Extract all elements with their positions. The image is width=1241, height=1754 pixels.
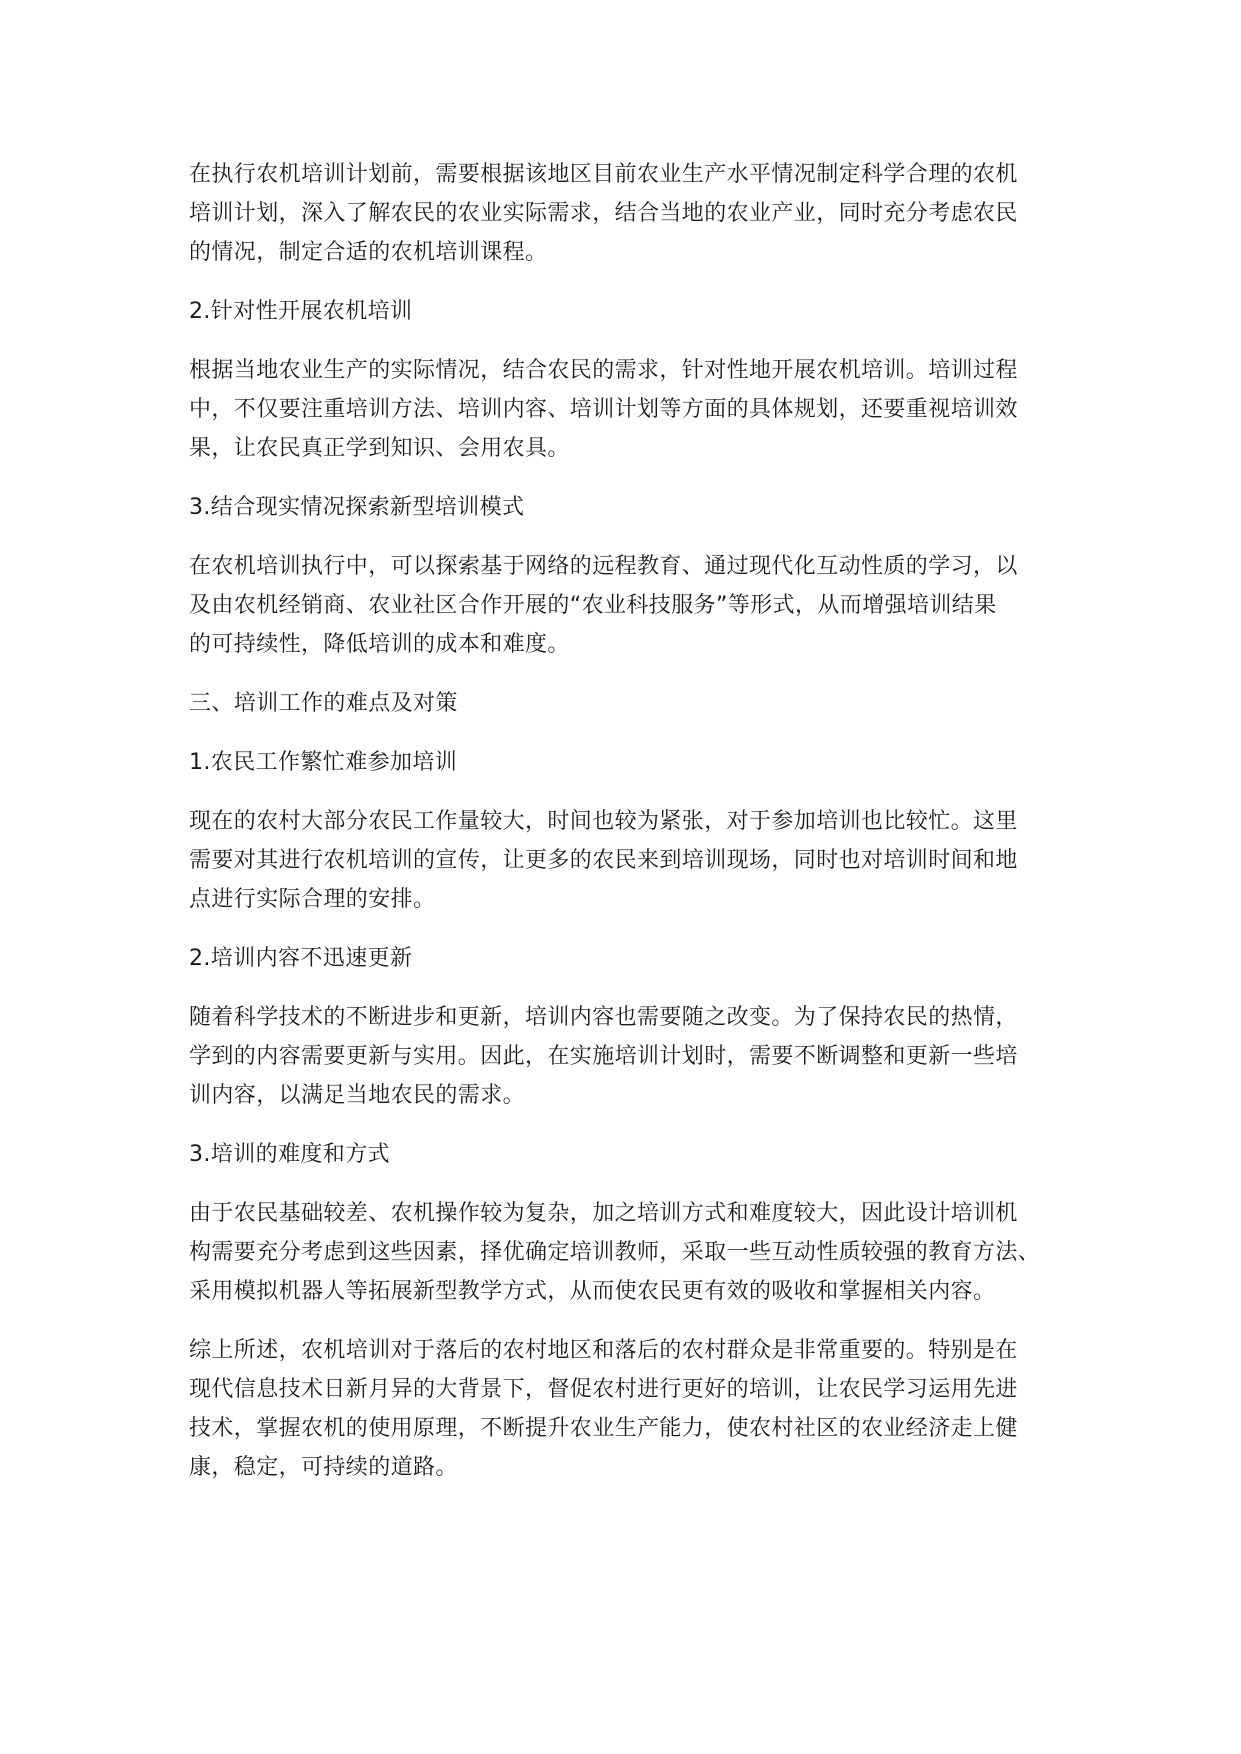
body-paragraph xyxy=(189,547,1051,664)
document-page xyxy=(189,155,1051,1487)
text-line: 由于农民基础较差、农机操作较为复杂，加之培训方式和难度较大，因此设计培训机 xyxy=(189,1201,1018,1226)
text-line: 训内容，以满足当地农民的需求。 xyxy=(189,1083,526,1108)
section-heading xyxy=(189,1135,1051,1174)
body-paragraph xyxy=(189,1331,1051,1487)
text-line: 需要对其进行农机培训的宣传，让更多的农民来到培训现场，同时也对培训时间和地 xyxy=(189,848,1018,873)
body-paragraph xyxy=(189,998,1051,1115)
text-line: 现代信息技术日新月异的大背景下，督促农村进行更好的培训，让农民学习运用先进 xyxy=(189,1377,1018,1402)
heading-text: 3.培训的难度和方式 xyxy=(189,1142,390,1167)
text-line: 培训计划，深入了解农民的农业实际需求，结合当地的农业产业，同时充分考虑农民 xyxy=(189,201,1018,226)
text-line: 的可持续性，降低培训的成本和难度。 xyxy=(189,632,570,657)
heading-text: 2.培训内容不迅速更新 xyxy=(189,946,413,971)
body-paragraph xyxy=(189,351,1051,468)
body-paragraph xyxy=(189,802,1051,919)
text-line: 及由农机经销商、农业社区合作开展的“农业科技服务”等形式，从而增强培训结果 xyxy=(189,593,997,618)
text-line: 康，稳定，可持续的道路。 xyxy=(189,1455,458,1480)
text-line: 中，不仅要注重培训方法、培训内容、培训计划等方面的具体规划，还要重视培训效 xyxy=(189,397,1018,422)
text-line: 现在的农村大部分农民工作量较大，时间也较为紧张，对于参加培训也比较忙。这里 xyxy=(189,809,1018,834)
heading-text: 三、培训工作的难点及对策 xyxy=(189,691,458,716)
text-line: 采用模拟机器人等拓展新型教学方式，从而使农民更有效的吸收和掌握相关内容。 xyxy=(189,1279,996,1304)
text-line: 技术，掌握农机的使用原理，不断提升农业生产能力，使农村社区的农业经济走上健 xyxy=(189,1416,1018,1441)
section-heading xyxy=(189,292,1051,331)
heading-text: 2.针对性开展农机培训 xyxy=(189,299,413,324)
text-line: 在农机培训执行中，可以探索基于网络的远程教育、通过现代化互动性质的学习，以 xyxy=(189,554,1018,579)
section-heading xyxy=(189,939,1051,978)
heading-text: 1.农民工作繁忙难参加培训 xyxy=(189,750,458,775)
section-heading xyxy=(189,488,1051,527)
section-heading xyxy=(189,743,1051,782)
text-line: 构需要充分考虑到这些因素，择优确定培训教师，采取一些互动性质较强的教育方法、 xyxy=(189,1240,1041,1265)
text-line: 学到的内容需要更新与实用。因此，在实施培训计划时，需要不断调整和更新一些培 xyxy=(189,1044,1018,1069)
text-line: 随着科学技术的不断进步和更新，培训内容也需要随之改变。为了保持农民的热情， xyxy=(189,1005,1018,1030)
text-line: 点进行实际合理的安排。 xyxy=(189,887,436,912)
body-paragraph xyxy=(189,1194,1051,1311)
text-line: 果，让农民真正学到知识、会用农具。 xyxy=(189,436,570,461)
section-heading xyxy=(189,684,1051,723)
text-line: 在执行农机培训计划前，需要根据该地区目前农业生产水平情况制定科学合理的农机 xyxy=(189,162,1018,187)
heading-text: 3.结合现实情况探索新型培训模式 xyxy=(189,495,525,520)
text-line: 综上所述，农机培训对于落后的农村地区和落后的农村群众是非常重要的。特别是在 xyxy=(189,1338,1018,1363)
text-line: 根据当地农业生产的实际情况，结合农民的需求，针对性地开展农机培训。培训过程 xyxy=(189,358,1018,383)
body-paragraph xyxy=(189,155,1051,272)
text-line: 的情况，制定合适的农机培训课程。 xyxy=(189,240,548,265)
